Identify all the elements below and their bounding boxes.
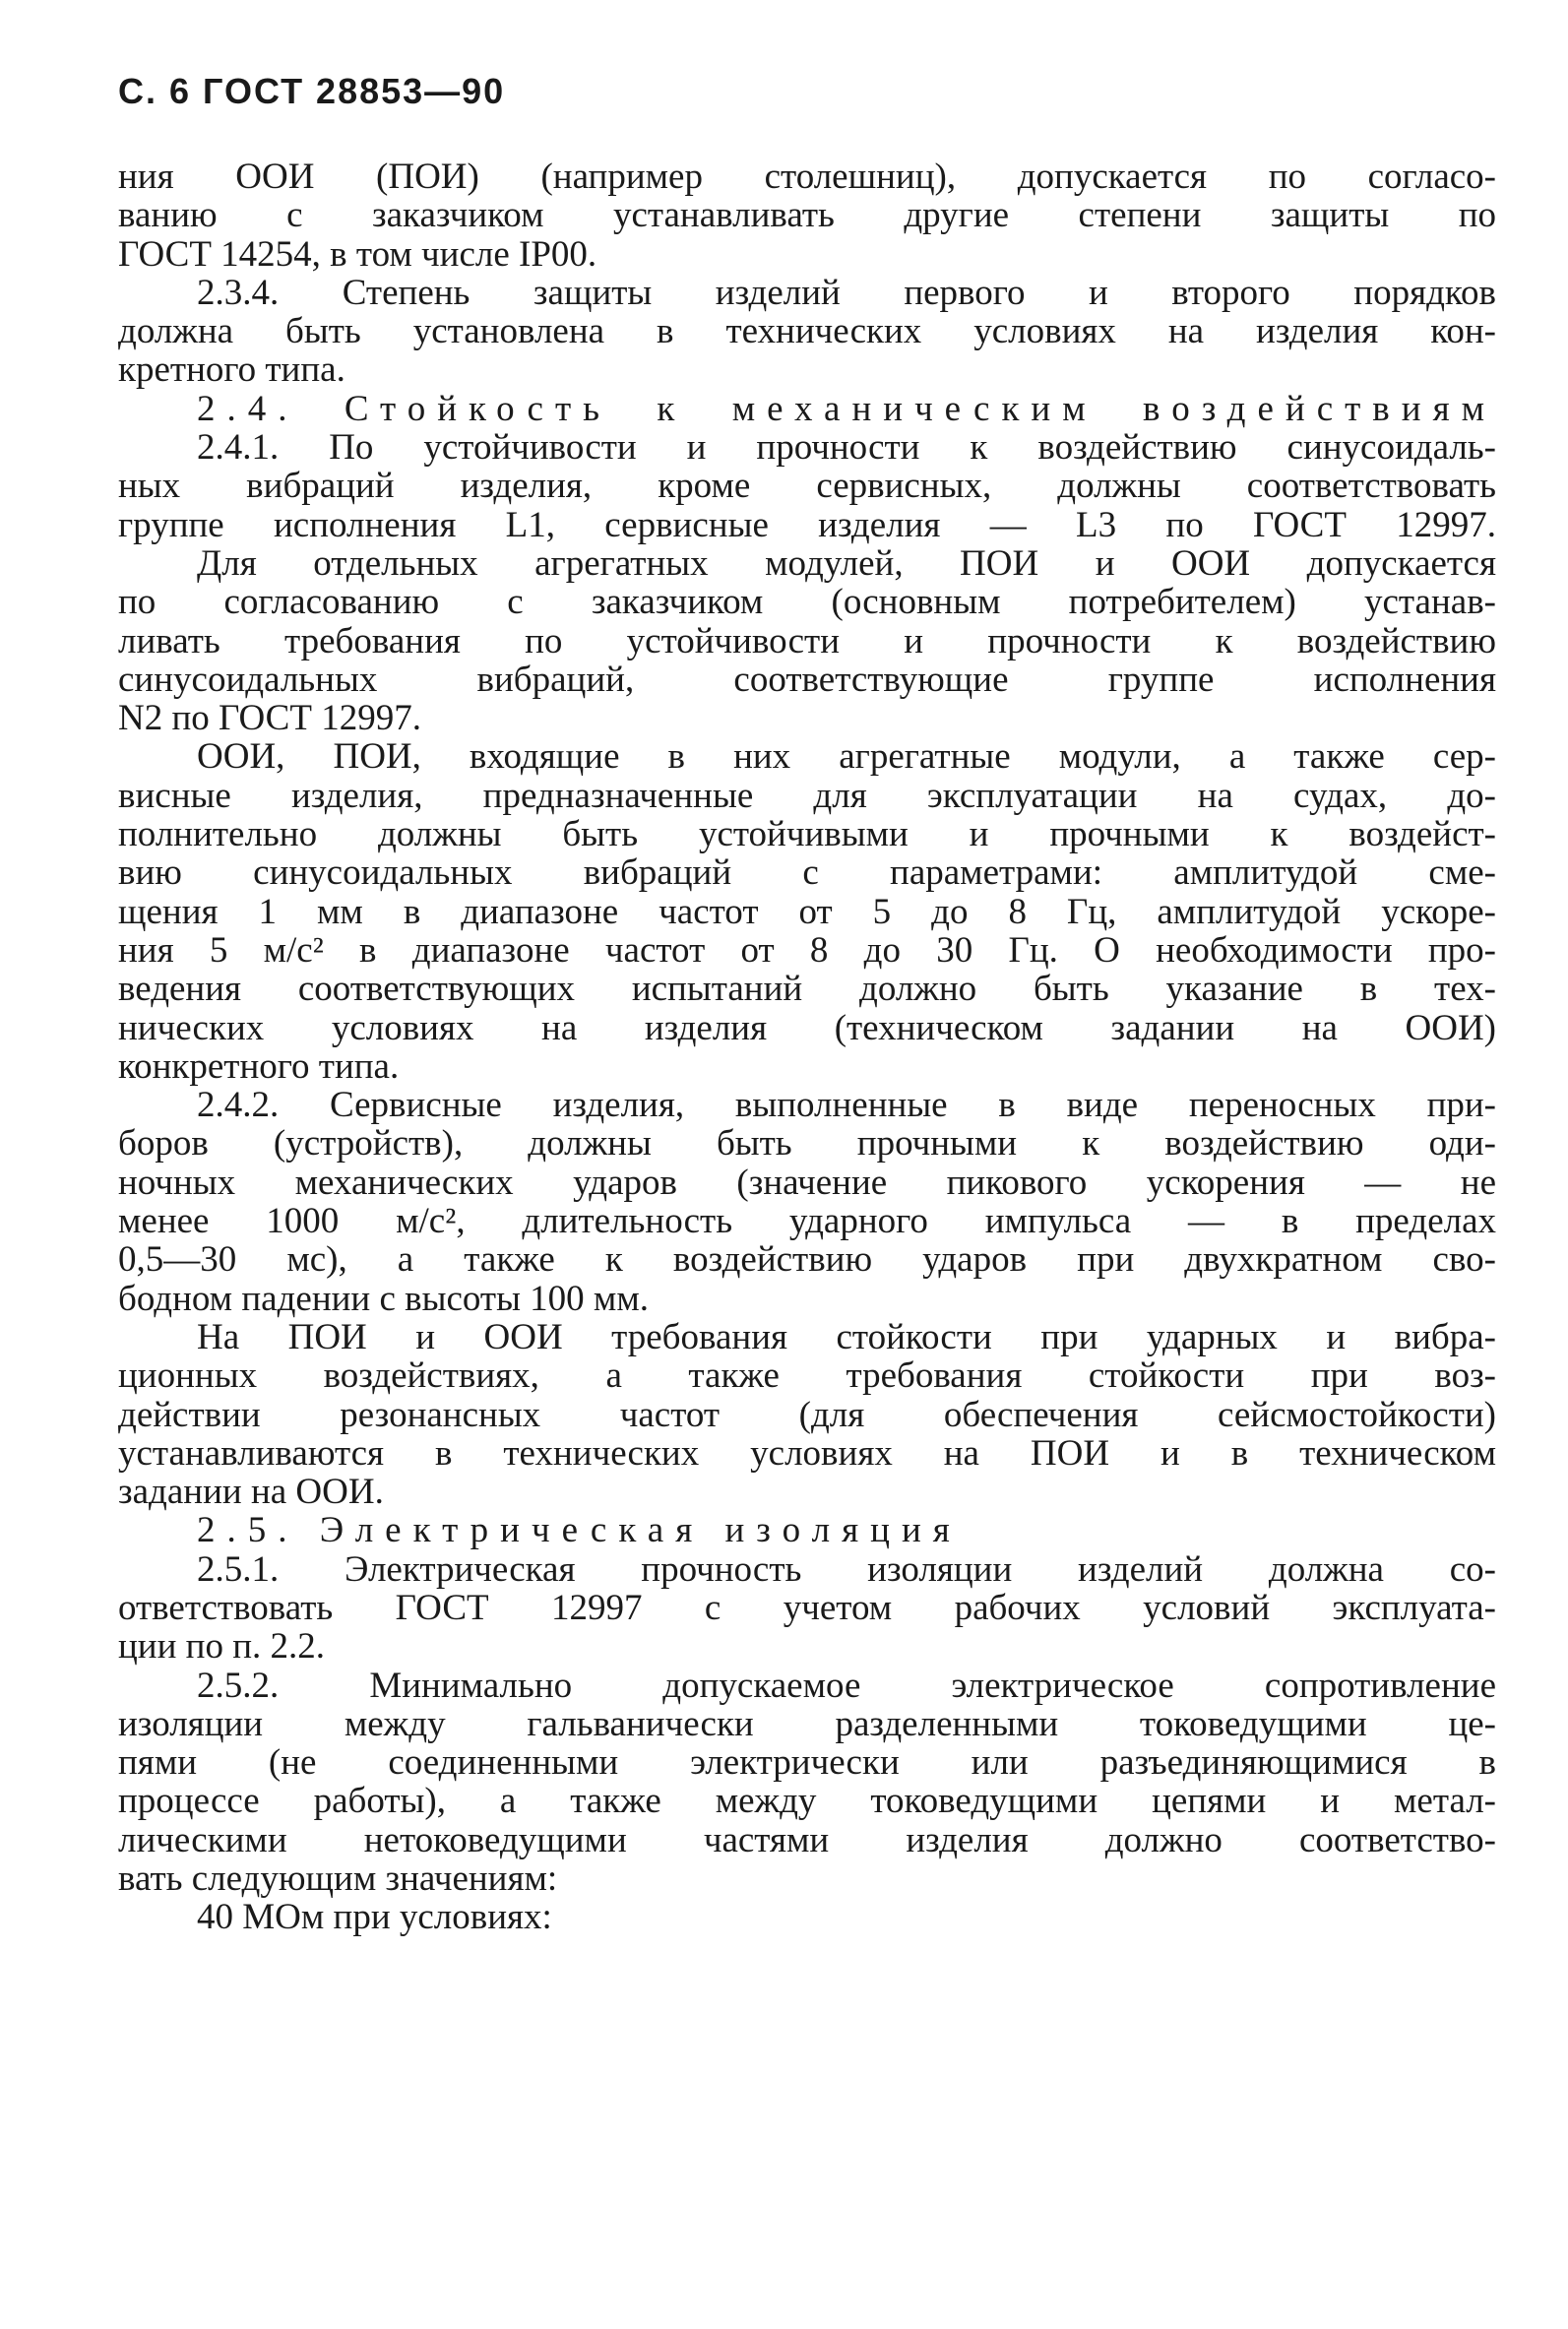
text-line: ния ООИ (ПОИ) (например столешниц), допускается по согласо- bbox=[118, 157, 1496, 197]
text-line: по согласованию с заказчиком (основным потребителем) устанав- bbox=[118, 582, 1496, 623]
text-line: ответствовать ГОСТ 12997 с учетом рабочих условий эксплуата- bbox=[118, 1587, 1496, 1628]
text-line: кретного типа. bbox=[118, 349, 345, 391]
text-line: 2.5.2. Минимально допускаемое электрическое сопротивление bbox=[197, 1665, 1496, 1706]
text-line: вию синусоидальных вибраций с параметрами: амплитудой сме- bbox=[118, 852, 1496, 894]
text-line: боров (устройств), должны быть прочными к воздействию оди- bbox=[118, 1123, 1496, 1164]
text-line: 2.4.1. По устойчивости и прочности к воздействию синусоидаль- bbox=[197, 427, 1496, 469]
text-line: синусоидальных вибраций, соответствующие группе исполнения bbox=[118, 659, 1496, 700]
text-line: конкретного типа. bbox=[118, 1045, 400, 1087]
text-line: полнительно должны быть устойчивыми и прочными к воздейст- bbox=[118, 814, 1496, 855]
text-line: 2.5.1. Электрическая прочность изоляции изделий должна со- bbox=[197, 1548, 1496, 1590]
text-line: висные изделия, предназначенные для эксплуатации на судах, до- bbox=[118, 775, 1496, 816]
text-line: ООИ, ПОИ, входящие в них агрегатные модули, а также сер- bbox=[197, 736, 1496, 778]
text-line: ции по п. 2.2. bbox=[118, 1626, 326, 1668]
text-line: ния 5 м/с² в диапазоне частот от 8 до 30 Гц. О необходимости про- bbox=[118, 929, 1496, 971]
text-line: пями (не соединенными электрически или разъединяющимися в bbox=[118, 1742, 1496, 1784]
text-line: процессе работы), а также между токоведущими цепями и метал- bbox=[118, 1781, 1496, 1822]
text-line: лическими нетоковедущими частями изделия должно соответство- bbox=[118, 1819, 1496, 1860]
text-line: N2 по ГОСТ 12997. bbox=[118, 698, 421, 739]
text-line: ливать требования по устойчивости и прочности к воздействию bbox=[118, 620, 1496, 661]
text-line: щения 1 мм в диапазоне частот от 5 до 8 Гц, амплитудой ускоре- bbox=[118, 891, 1496, 932]
page-header: С. 6 ГОСТ 28853—90 bbox=[118, 71, 506, 111]
text-line: На ПОИ и ООИ требования стойкости при ударных и вибра- bbox=[197, 1316, 1496, 1357]
text-line: действии резонансных частот (для обеспечения сейсмостойкости) bbox=[118, 1394, 1496, 1435]
text-line: 2.4. Стойкость к механическим воздействиям bbox=[197, 388, 1496, 429]
text-line: 2.3.4. Степень защиты изделий первого и второго порядков bbox=[197, 272, 1496, 313]
text-line: 2.5. Электрическая изоляция bbox=[197, 1510, 962, 1551]
text-line: вать следующим значениям: bbox=[118, 1858, 558, 1900]
text-line: должна быть установлена в технических условиях на изделия кон- bbox=[118, 311, 1496, 352]
text-line: ГОСТ 14254, в том числе IP00. bbox=[118, 233, 597, 275]
body-text bbox=[118, 157, 1496, 1937]
text-line: группе исполнения L1, сервисные изделия — L3 по ГОСТ 12997. bbox=[118, 504, 1496, 545]
text-line: ведения соответствующих испытаний должно быть указание в тех- bbox=[118, 969, 1496, 1010]
text-line: ных вибраций изделия, кроме сервисных, должны соответствовать bbox=[118, 466, 1496, 507]
text-line: устанавливаются в технических условиях на ПОИ и в техническом bbox=[118, 1432, 1496, 1474]
text-line: нических условиях на изделия (техническом задании на ООИ) bbox=[118, 1007, 1496, 1048]
text-line: 0,5—30 мс), а также к воздействию ударов при двухкратном сво- bbox=[118, 1239, 1496, 1281]
text-line: бодном падении с высоты 100 мм. bbox=[118, 1278, 650, 1319]
text-line: изоляции между гальванически разделенными токоведущими це- bbox=[118, 1703, 1496, 1744]
text-line: Для отдельных агрегатных модулей, ПОИ и ООИ допускается bbox=[197, 542, 1496, 584]
text-line: ционных воздействиях, а также требования стойкости при воз- bbox=[118, 1355, 1496, 1397]
text-line: 2.4.2. Сервисные изделия, выполненные в виде переносных при- bbox=[197, 1085, 1496, 1126]
text-line: ванию с заказчиком устанавливать другие степени защиты по bbox=[118, 195, 1496, 236]
text-line: менее 1000 м/с², длительность ударного импульса — в пределах bbox=[118, 1201, 1496, 1242]
text-line: задании на ООИ. bbox=[118, 1472, 384, 1513]
text-line: 40 МОм при условиях: bbox=[197, 1897, 552, 1938]
text-line: ночных механических ударов (значение пикового ускорения — не bbox=[118, 1162, 1496, 1203]
